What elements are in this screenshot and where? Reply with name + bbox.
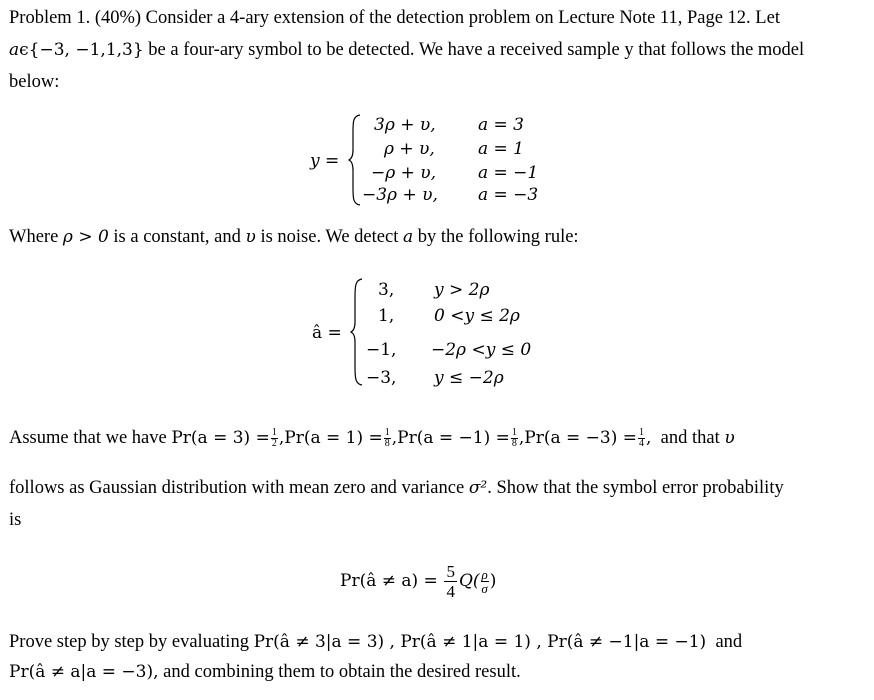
rule-val-3: −1, [366,340,397,360]
prove-line-1: Prove step by step by evaluating Pr(â ≠ 3|a = 3) , Pr(â ≠ 1|a = 1) , Pr(â ≠ −1|a = −1) and [9,632,743,652]
symbol-set: {−3, −1,1,3} [28,40,144,60]
model-expr-1: 3ρ + υ, [374,115,436,135]
rule-cond-4: y ≤ −2ρ [434,368,504,388]
rule-brace-icon [350,278,364,386]
noise-symbol: υ [245,227,256,247]
rule-cond-1: y > 2ρ [434,280,490,300]
model-brace-icon [348,114,362,206]
error-terms: Pr(â ≠ 3|a = 3) , Pr(â ≠ 1|a = 1) , Pr(â ≠ −1|a = −1) [253,632,707,652]
prob-a-minus-1: Pr(a = −1) = [397,428,510,448]
model-expr-2: ρ + υ, [384,139,435,159]
rule-val-1: 3, [378,280,395,300]
rho-condition: ρ > 0 [62,227,109,247]
noise-symbol-2: υ [724,428,735,448]
result-lhs: Pr(â ≠ a) = [340,570,438,591]
rule-val-4: −3, [366,368,397,388]
result-equation: Pr(â ≠ a) = $\frac{5}{4}$ Q( $\frac{\rho}{\sigma}$ ) [340,562,497,601]
problem-line-2 [9,40,804,61]
follows-line: follows as Gaussian distribution with mean zero and variance σ². Show that the symbol error probability [9,478,784,498]
fraction-one-quarter: $\frac{1}{4}$ [639,427,645,450]
prove-line-2: Pr(â ≠ a|a = −3), and combining them to obtain the desired result. [9,662,521,682]
model-lhs: y = [310,151,340,171]
prob-a-1: Pr(a = 1) = [284,428,383,448]
fraction-rho-sigma: $\frac{\rho}{\sigma}$ [481,567,488,596]
rule-cond-3: −2ρ <y ≤ 0 [431,340,532,360]
element-of-sign: ϵ [19,40,29,60]
model-cond-4: a = −3 [478,185,539,205]
rule-val-2: 1, [378,306,395,326]
model-expr-3: −ρ + υ, [371,163,437,183]
fraction-five-quarters: $\frac{5}{4}$ [446,562,455,601]
fraction-one-eighth-2: $\frac{1}{8}$ [511,427,517,450]
where-line: Where ρ > 0 is a constant, and υ is noise. We detect a by the following rule: [9,227,579,247]
model-cond-3: a = −1 [478,163,539,183]
model-cond-1: a = 3 [478,115,525,135]
rule-cond-2: 0 <y ≤ 2ρ [434,306,520,326]
prob-a-minus-3: Pr(a = −3) = [524,428,638,448]
follows-line-2: is [9,510,22,530]
problem-line-3: below: [9,72,60,92]
problem-line-2-text: be a four-ary symbol to be detected. We have a received sample y that follows the model [148,40,805,60]
q-function: Q( [458,570,480,591]
variance-symbol: σ² [468,478,488,498]
problem-line-1: Problem 1. (40%) Consider a 4-ary extension of the detection problem on Lecture Note 11, Page 12. Let [9,8,780,28]
assume-line: Assume that we have Pr(a = 3) = $\frac{1}{2}$ ,Pr(a = 1) = $\frac{1}{8}$ ,Pr(a = −1) = $\frac{1}{8}$ ,Pr(a = −3) = $\frac{1}{4}$ , and that υ [9,427,735,450]
model-cond-2: a = 1 [478,139,525,159]
symbol-a-2: a [402,227,414,247]
prob-a-3: Pr(a = 3) = [171,428,270,448]
symbol-a: a [9,40,20,60]
error-term-last: Pr(â ≠ a|a = −3), [9,662,159,682]
model-expr-4: −3ρ + υ, [362,185,438,205]
fraction-one-eighth: $\frac{1}{8}$ [384,427,390,450]
fraction-one-half: $\frac{1}{2}$ [271,427,277,450]
rule-lhs: â = [312,323,342,343]
